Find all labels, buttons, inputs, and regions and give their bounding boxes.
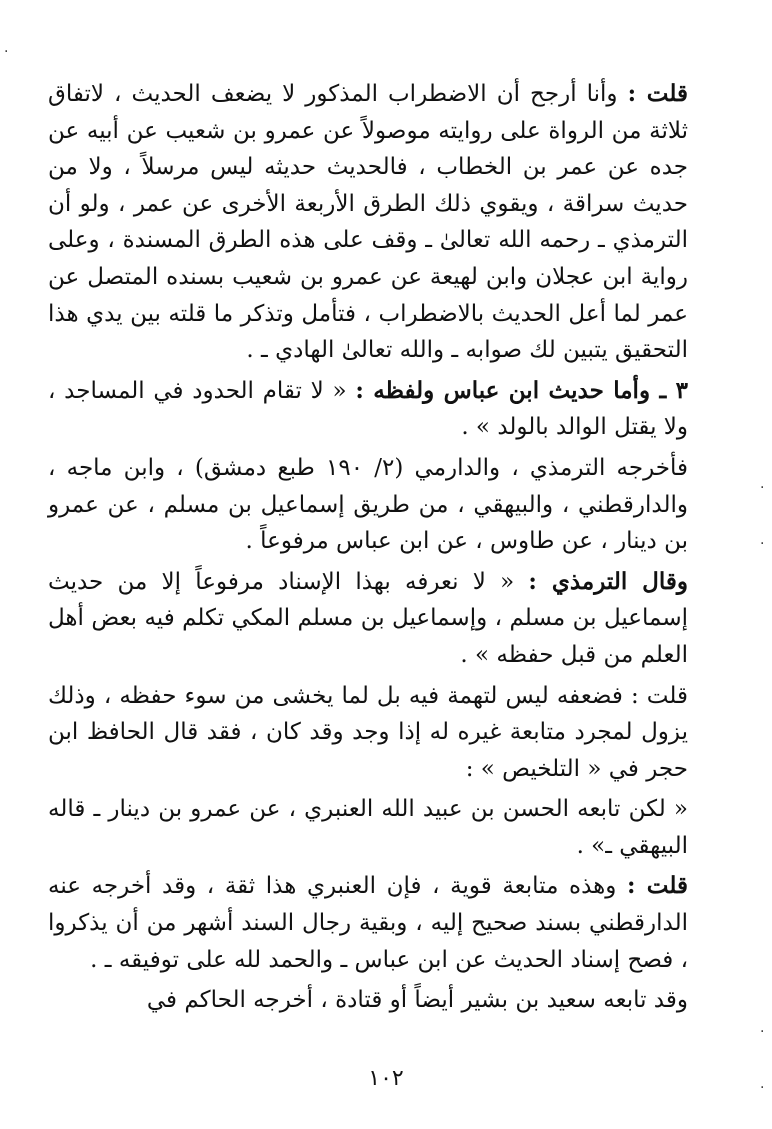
paragraph-text: « لا نعرفه بهذا الإسناد مرفوعاً إلا من حديث إسماعيل بن مسلم ، وإسماعيل بن مسلم المكي تكلم فيه بعض أهل العلم من قبل حفظه » . xyxy=(48,568,688,668)
paragraph-text: فأخرجه الترمذي ، والدارمي (٢/ ١٩٠ طبع دمشق) ، وابن ماجه ، والدارقطني ، والبيهقي ، من طريق إسماعيل بن مسلم ، عن عمرو بن دينار ، عن طاوس ، عن ابن عباس مرفوعاً . xyxy=(48,454,689,555)
paragraph-lead: قلت : xyxy=(627,872,688,900)
page-number: ١٠٢ xyxy=(368,1066,404,1091)
page-body xyxy=(48,76,688,1023)
paragraph-7 xyxy=(48,868,688,978)
paragraph-4 xyxy=(48,564,688,674)
paragraph-1 xyxy=(48,76,688,369)
scan-mark: · xyxy=(760,1080,765,1096)
paragraph-3 xyxy=(48,450,688,560)
paragraph-5 xyxy=(48,678,688,788)
paragraph-6 xyxy=(48,791,688,864)
scan-mark: · xyxy=(760,536,765,552)
scan-mark: · xyxy=(760,1024,765,1040)
scan-mark: · xyxy=(4,44,9,60)
paragraph-lead: ٣ ـ وأما حديث ابن عباس ولفظه : xyxy=(355,376,688,404)
paragraph-lead: وقال الترمذي : xyxy=(528,567,689,595)
scan-mark: · xyxy=(760,480,765,496)
paragraph-text: « لا تقام الحدود في المساجد ، ولا يقتل الوالد بالولد » . xyxy=(48,377,688,441)
paragraph-text: وهذه متابعة قوية ، فإن العنبري هذا ثقة ، وقد أخرجه عنه الدارقطني بسند صحيح إليه ، وبقية رجال السند أشهر من أن يذكروا ، فصح إسناد الحديث عن ابن عباس ـ والحمد لله على توفيقه ـ . xyxy=(48,873,688,973)
paragraph-2 xyxy=(48,373,688,446)
paragraph-text: وأنا أرجح أن الاضطراب المذكور لا يضعف الحديث ، لاتفاق ثلاثة من الرواة على روايته موصولاً عن عمرو بن شعيب عن أبيه عن جده عن عمر بن الخطاب ، فالحديث حديثه ليس مرسلاً ، ولا من حديث سراقة ، ويقوي ذلك الطرق الأربعة الأخرى عن عمر ، ولو أن الترمذي ـ رحمه الله تعالىٰ ـ وقف على هذه الطرق المسندة ، وعلى رواية ابن عجلان وابن لهيعة عن عمرو بن شعيب بسنده المتصل عن عمر لما أعل الحديث بالاضطراب ، فتأمل وتذكر ما قلته بين يدي هذا التحقيق يتبين لك صوابه ـ والله تعالىٰ الهادي ـ . xyxy=(48,81,688,364)
paragraph-8 xyxy=(48,982,688,1019)
paragraph-text: « لكن تابعه الحسن بن عبيد الله العنبري ، عن عمرو بن دينار ـ قاله البيهقي ـ» . xyxy=(48,796,688,859)
paragraph-lead: قلت : xyxy=(627,80,688,107)
paragraph-text: قلت : فضعفه ليس لتهمة فيه بل لما يخشى من سوء حفظه ، وذلك يزول لمجرد متابعة غيره له إذا وجد وقد كان ، فقد قال الحافظ ابن حجر في « التلخيص » : xyxy=(48,682,688,782)
paragraph-text: وقد تابعه سعيد بن بشير أيضاً أو قتادة ، أخرجه الحاكم في xyxy=(146,987,688,1014)
